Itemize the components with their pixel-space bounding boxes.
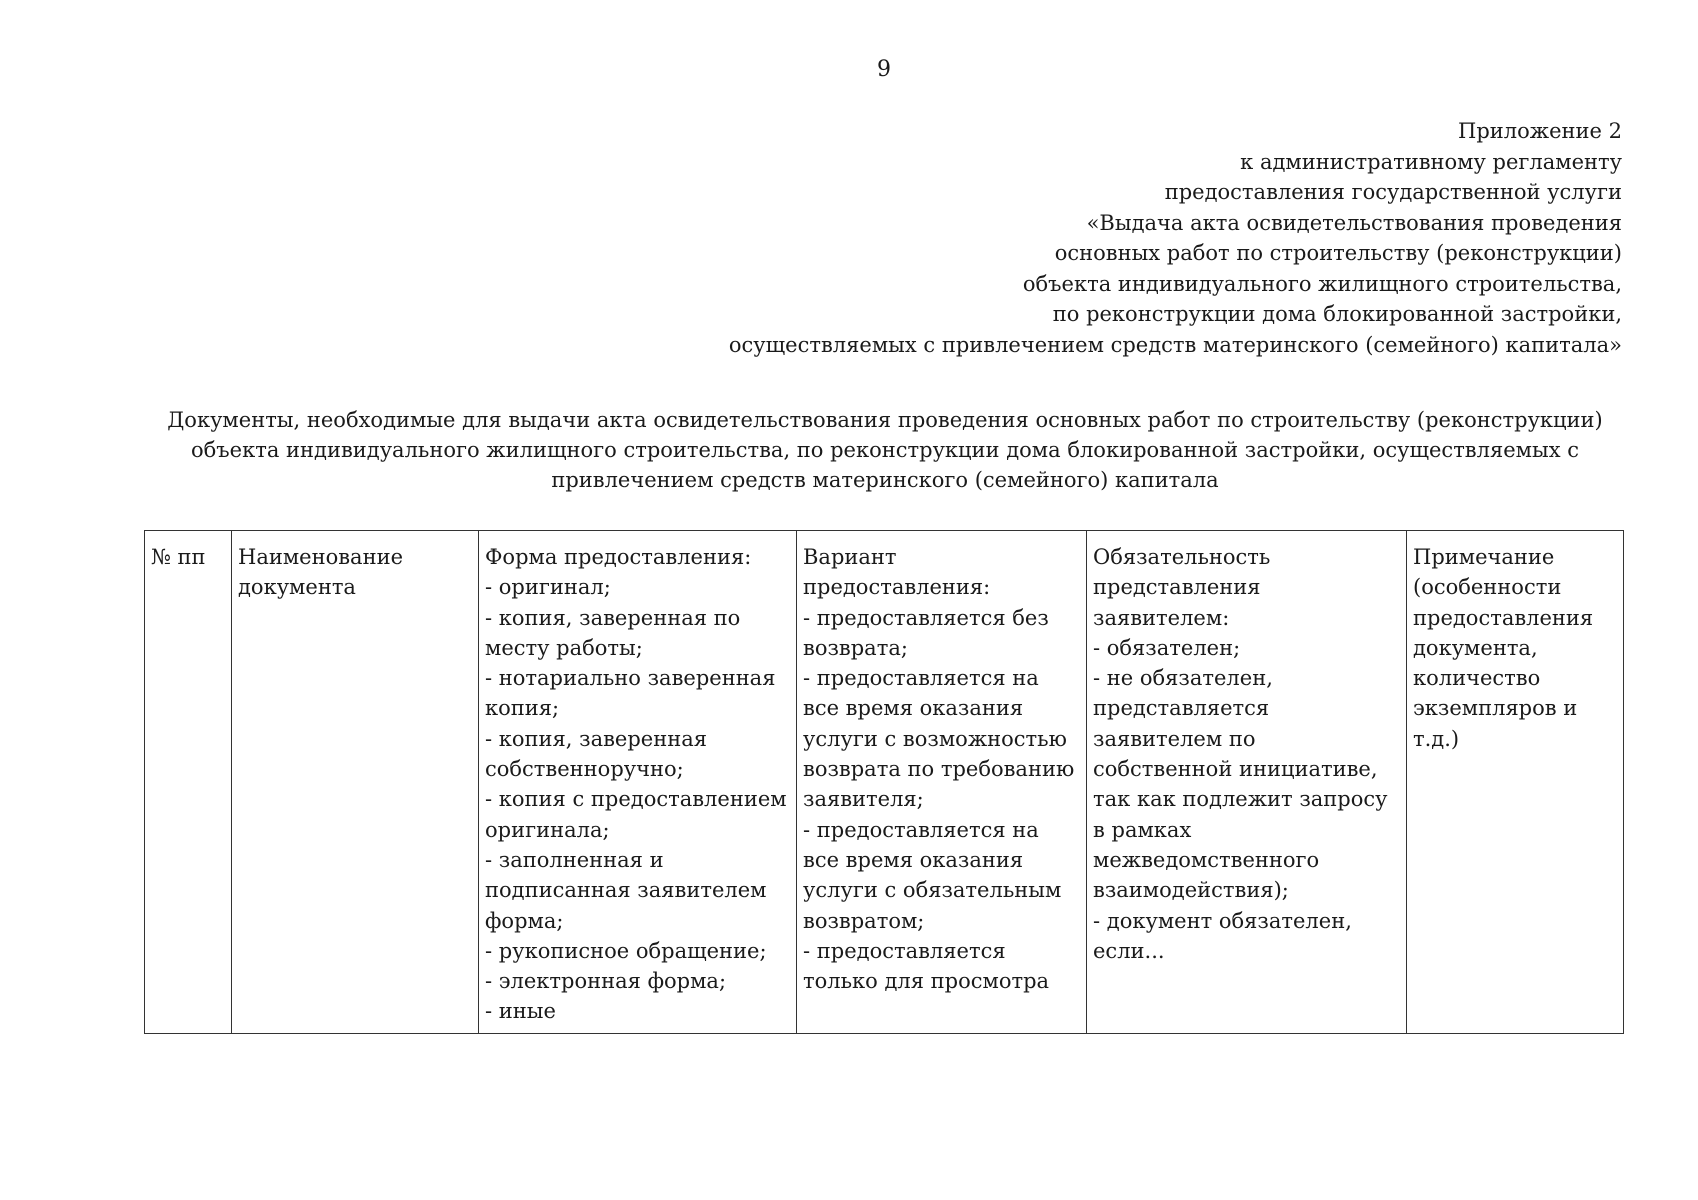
cell-line: Обязательность bbox=[1093, 545, 1271, 569]
cell-line: - обязателен; bbox=[1093, 635, 1241, 660]
cell-line: - рукописное обращение; bbox=[485, 938, 767, 963]
cell-line: - копия, заверенная по bbox=[485, 605, 741, 630]
documents-table bbox=[144, 530, 1624, 1034]
cell-line: возврата по требованию bbox=[803, 757, 1075, 782]
page-number: 9 bbox=[877, 57, 891, 82]
appendix-line: к административному регламенту bbox=[1240, 149, 1622, 174]
cell-line: копия; bbox=[485, 696, 560, 721]
cell-line: - оригинал; bbox=[485, 575, 611, 600]
cell-line: взаимодействия); bbox=[1093, 878, 1289, 903]
cell-line: документа, bbox=[1413, 635, 1538, 660]
cell-line: Вариант bbox=[803, 545, 897, 569]
cell-line: - предоставляется bbox=[803, 938, 1006, 963]
cell-line: количество bbox=[1413, 666, 1541, 691]
cell-line: возвратом; bbox=[803, 908, 925, 933]
cell-line: - иные bbox=[485, 999, 556, 1024]
cell-line: все время оказания bbox=[803, 847, 1024, 872]
title-line: объекта индивидуального жилищного строительства, по реконструкции дома блокированной застройки, осуществляемых с bbox=[191, 438, 1579, 462]
appendix-line: основных работ по строительству (реконструкции) bbox=[1054, 241, 1622, 265]
cell-line: оригинала; bbox=[485, 817, 610, 842]
cell-line: услуги с обязательным bbox=[803, 878, 1062, 903]
cell-line: - предоставляется без bbox=[803, 605, 1049, 630]
cell-line: т.д.) bbox=[1413, 726, 1460, 751]
cell-line: - нотариально заверенная bbox=[485, 666, 776, 691]
table-row bbox=[145, 531, 1624, 1034]
cell-line: месту работы; bbox=[485, 635, 643, 660]
cell-line: - электронная форма; bbox=[485, 969, 727, 994]
cell-line: если... bbox=[1093, 938, 1165, 963]
column-note bbox=[1407, 531, 1624, 1034]
cell-line: - копия с предоставлением bbox=[485, 787, 787, 812]
cell-line: - не обязателен, bbox=[1093, 666, 1273, 691]
cell-line: представляется bbox=[1093, 696, 1270, 721]
cell-line: Наименование bbox=[238, 545, 403, 569]
cell-line: межведомственного bbox=[1093, 847, 1320, 872]
document-title bbox=[145, 405, 1625, 495]
cell-line: собственной инициативе, bbox=[1093, 757, 1378, 782]
cell-line: подписанная заявителем bbox=[485, 878, 767, 903]
cell-line: форма; bbox=[485, 908, 564, 933]
appendix-line: объекта индивидуального жилищного строительства, bbox=[1022, 271, 1622, 296]
column-submission-variant bbox=[797, 531, 1087, 1034]
cell-line: услуги с возможностью bbox=[803, 726, 1067, 751]
cell-line: - предоставляется на bbox=[803, 817, 1039, 842]
cell-line: № пп bbox=[151, 545, 206, 569]
cell-line: предоставления: bbox=[803, 575, 991, 600]
appendix-line: предоставления государственной услуги bbox=[1164, 180, 1622, 204]
cell-line: Примечание bbox=[1413, 545, 1555, 569]
column-number bbox=[145, 531, 232, 1034]
column-obligation bbox=[1087, 531, 1407, 1034]
cell-line: Форма предоставления: bbox=[485, 545, 752, 569]
appendix-line: Приложение 2 bbox=[1458, 119, 1622, 143]
cell-line: все время оказания bbox=[803, 696, 1024, 721]
title-line: привлечением средств материнского (семейного) капитала bbox=[551, 468, 1219, 492]
cell-line: в рамках bbox=[1093, 817, 1192, 842]
cell-line: заявителем: bbox=[1093, 605, 1230, 630]
cell-line: заявителя; bbox=[803, 787, 924, 812]
cell-line: так как подлежит запросу bbox=[1093, 787, 1388, 812]
column-submission-form bbox=[479, 531, 797, 1034]
cell-line: - копия, заверенная bbox=[485, 726, 707, 751]
cell-line: представления bbox=[1093, 575, 1261, 600]
appendix-line: по реконструкции дома блокированной застройки, bbox=[1052, 302, 1622, 326]
appendix-header bbox=[622, 116, 1622, 360]
appendix-line: осуществляемых с привлечением средств материнского (семейного) капитала» bbox=[728, 332, 1622, 357]
cell-line: документа bbox=[238, 575, 356, 600]
cell-line: заявителем по bbox=[1093, 726, 1256, 751]
cell-line: собственноручно; bbox=[485, 757, 684, 782]
cell-line: только для просмотра bbox=[803, 969, 1050, 994]
cell-line: экземпляров и bbox=[1413, 696, 1578, 721]
cell-line: - документ обязателен, bbox=[1093, 908, 1352, 933]
appendix-line: «Выдача акта освидетельствования проведения bbox=[1086, 210, 1622, 235]
cell-line: - предоставляется на bbox=[803, 666, 1039, 691]
cell-line: (особенности bbox=[1413, 575, 1562, 600]
title-line: Документы, необходимые для выдачи акта освидетельствования проведения основных работ по строительству (реконструкции) bbox=[167, 408, 1603, 432]
cell-line: предоставления bbox=[1413, 605, 1594, 630]
cell-line: - заполненная и bbox=[485, 847, 664, 872]
column-document-name bbox=[232, 531, 479, 1034]
cell-line: возврата; bbox=[803, 635, 908, 660]
